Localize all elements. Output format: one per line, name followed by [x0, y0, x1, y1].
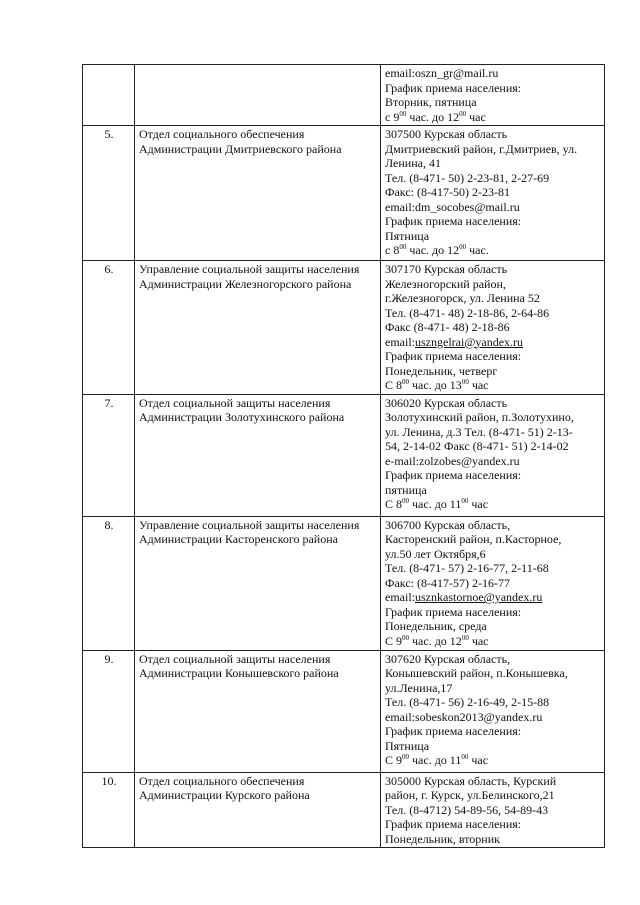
schedule-label: График приема населения:: [385, 724, 522, 738]
schedule-time: С $8^{00}$ час. до $11^{00}$ час: [385, 497, 489, 511]
table-row: [83, 394, 605, 516]
row-number: [83, 65, 135, 126]
contact-address: г.Железногорск, ул. Ленина 52: [385, 291, 540, 305]
schedule-time: с $8^{00}$ час. до $12^{00}$ час.: [385, 243, 489, 257]
contact-email: email:usznkastornoe@yandex.ru: [385, 590, 543, 604]
contact-fax: Факс (8-471- 48) 2-18-86: [385, 320, 510, 334]
office-contact: [381, 394, 605, 516]
contact-address: ул.50 лет Октября,6: [385, 546, 486, 561]
schedule-days: Пятница: [385, 738, 430, 753]
contact-email: email:uszngelrai@yandex.ru: [385, 334, 524, 349]
office-contact: [381, 126, 605, 261]
email-link[interactable]: usznkastornoe@yandex.ru: [415, 590, 543, 604]
office-contact: [381, 650, 605, 772]
office-contact: [381, 516, 605, 650]
offices-table: [82, 64, 605, 848]
schedule-days: пятница: [385, 482, 427, 497]
schedule-days: Понедельник, среда: [385, 619, 487, 633]
contact-address: 307500 Курская область: [385, 127, 508, 141]
table-row: [83, 65, 605, 126]
schedule-label: График приема населения:: [385, 349, 522, 363]
office-contact: [381, 65, 605, 126]
row-number: 5.: [83, 126, 135, 261]
table-row: [83, 126, 605, 261]
contact-address: 305000 Курская область, Курский: [385, 773, 557, 788]
contact-address: 306700 Курская область,: [385, 517, 511, 532]
schedule-time: с $9^{00}$ час. до $12^{00}$ час: [385, 109, 486, 124]
row-number: 8.: [83, 516, 135, 650]
contact-address: район, г. Курск, ул.Белинского,21: [385, 788, 555, 802]
schedule-label: График приема населения:: [385, 817, 522, 831]
row-number: 6.: [83, 261, 135, 395]
contact-phone: Тел. (8-471- 50) 2-23-81, 2-27-69: [385, 170, 550, 185]
contact-address: Касторенский район, п.Касторное,: [385, 532, 562, 546]
office-name: [135, 65, 381, 126]
contact-fax: Факс: (8-417-50) 2-23-81: [385, 185, 510, 199]
contact-phone: Тел. (8-4712) 54-89-56, 54-89-43: [385, 802, 549, 817]
contact-phone: Тел. (8-471- 56) 2-16-49, 2-15-88: [385, 695, 550, 709]
schedule-time: С $9^{00}$ час. до $12^{00}$ час: [385, 633, 489, 648]
schedule-label: График приема населения:: [385, 468, 522, 482]
schedule-days: Вторник, пятница: [385, 95, 477, 109]
row-number: 7.: [83, 394, 135, 516]
contact-email: email:sobeskon2013@yandex.ru: [385, 709, 543, 724]
contact-address: Железногорский район,: [385, 276, 506, 291]
row-number: 9.: [83, 650, 135, 772]
office-name: Управление социальной защиты населения Администрации Касторенского района: [135, 516, 381, 650]
office-contact: [381, 772, 605, 848]
contact-email: email:oszn_gr@mail.ru: [385, 66, 499, 80]
contact-address: Золотухинский район, п.Золотухино,: [385, 410, 574, 424]
contact-address: ул.Ленина,17: [385, 680, 453, 695]
contact-phone: Тел. (8-471- 57) 2-16-77, 2-11-68: [385, 561, 549, 575]
office-name: Отдел социальной защиты населения Администрации Золотухинского района: [135, 394, 381, 516]
schedule-time: С $9^{00}$ час. до $11^{00}$ час: [385, 753, 489, 767]
schedule-label: График приема населения:: [385, 214, 522, 228]
contact-email: email:dm_socobes@mail.ru: [385, 199, 520, 214]
contact-fax: Факс: (8-417-57) 2-16-77: [385, 575, 510, 590]
office-name: Управление социальной защиты населения Администрации Железногорского района: [135, 261, 381, 395]
row-number: 10.: [83, 772, 135, 848]
contact-phone: Тел. (8-471- 48) 2-18-86, 2-64-86: [385, 305, 550, 320]
schedule-days: Понедельник, вторник: [385, 831, 500, 846]
contact-address: 306020 Курская область: [385, 395, 508, 410]
table-row: [83, 516, 605, 650]
table-row: [83, 772, 605, 848]
office-contact: [381, 261, 605, 395]
schedule-days: Пятница: [385, 228, 430, 243]
email-link[interactable]: uszngelrai@yandex.ru: [415, 334, 524, 349]
contact-address: Конышевский район, п.Конышевка,: [385, 666, 568, 680]
contact-address: Ленина, 41: [385, 156, 441, 170]
office-name: Отдел социальной защиты населения Администрации Конышевского района: [135, 650, 381, 772]
schedule-label: График приема населения:: [385, 604, 522, 619]
table-row: [83, 261, 605, 395]
contact-address: ул. Ленина, д.3 Тел. (8-471- 51) 2-13-: [385, 424, 573, 439]
contact-address: 307620 Курская область,: [385, 651, 511, 666]
contact-email: e-mail:zolzobes@yandex.ru: [385, 453, 520, 468]
schedule-time: С $8^{00}$ час. до $13^{00}$ час: [385, 378, 489, 392]
table-row: [83, 650, 605, 772]
contact-address: 307170 Курская область: [385, 262, 508, 276]
contact-address: Дмитриевский район, г.Дмитриев, ул.: [385, 141, 578, 156]
office-name: Отдел социального обеспечения Администрации Дмитриевского района: [135, 126, 381, 261]
schedule-label: График приема населения:: [385, 80, 522, 95]
contact-address: 54, 2-14-02 Факс (8-471- 51) 2-14-02: [385, 439, 569, 453]
schedule-days: Понедельник, четверг: [385, 363, 498, 378]
office-name: Отдел социального обеспечения Администрации Курского района: [135, 772, 381, 848]
